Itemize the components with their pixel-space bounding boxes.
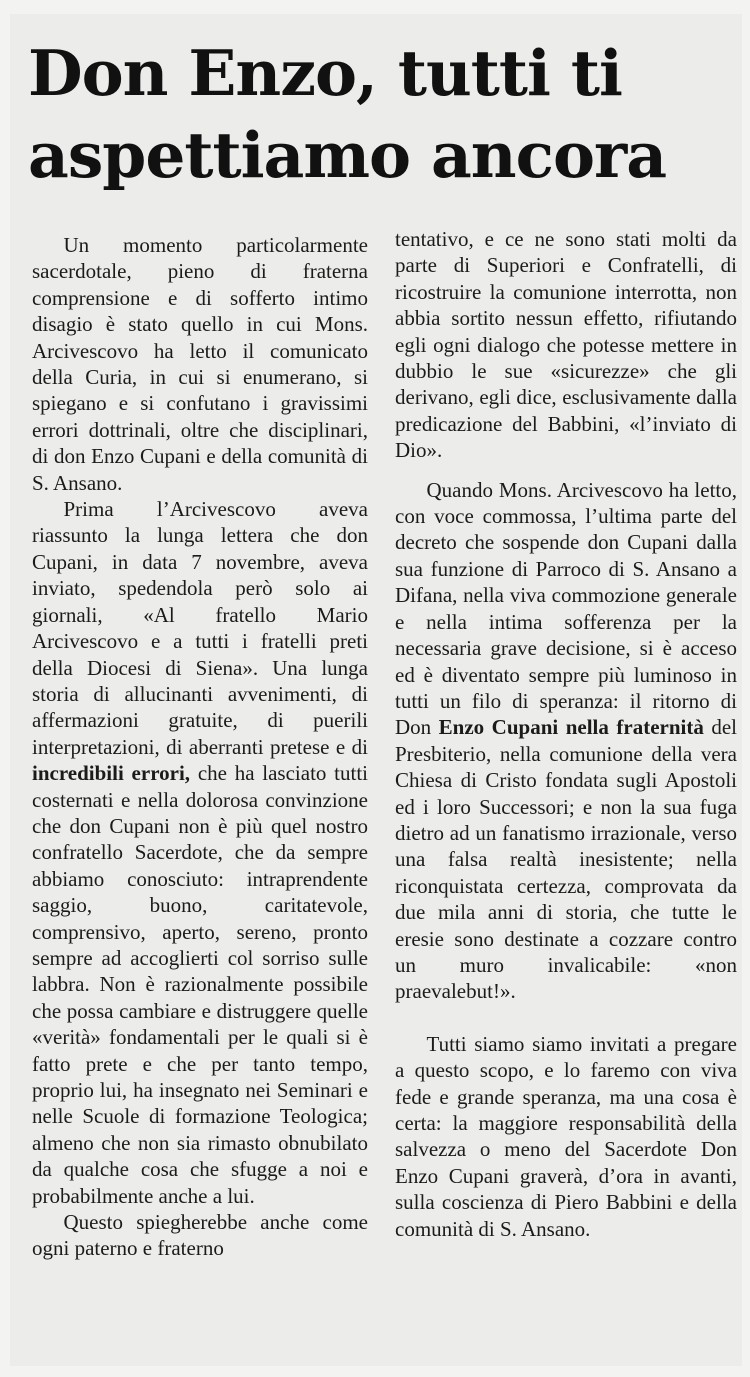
- left-column: [32, 232, 368, 1262]
- newspaper-clipping: [10, 14, 742, 1366]
- paragraph-continuation: tentativo, e ce ne sono stati molti da parte di Superiori e Confratelli, di ricostruire la comunione interrotta, non abbia sortito nessun effetto, rifiutando egli ogni dialogo che potesse mettere in dubbio le sue «sicurezze» che gli derivano, egli dice, esclusivamente dalla predicazione del Babbini, «l’inviato di Dio».: [395, 227, 737, 463]
- paragraph-3: Questo spiegherebbe anche come ogni paterno e fraterno: [32, 1210, 368, 1261]
- paragraph-2-text-b: che ha lasciato tutti costernati e nella dolorosa convinzione che don Cupani non è più quel nostro confratello Sacerdote, che da sempre abbiamo conosciuto: intraprendente saggio, buono, caritatevole, comprensivo, aperto, sereno, pronto sempre ad accoglierti col sorriso sulle labbra. Non è razionalmente possibile che possa cambiare e distruggere quelle «verità» fondamentali per le quali si è fatto prete e che per tanto tempo, proprio lui, ha insegnato nei Seminari e nelle Scuole di formazione Teologica; almeno che non sia rimasto obnubilato da qualche cosa che sfugge a noi e probabilmente anche a lui.: [32, 761, 369, 1208]
- article-headline: [28, 32, 728, 196]
- paragraph-2-text-a: Prima l’Arcivescovo aveva riassunto la lunga lettera che don Cupani, in data 7 novembre, aveva inviato, spedendola però solo ai giornali, «Al fratello Mario Arcivescovo e a tutti i fratelli preti della Diocesi di Siena». Una lunga storia di allucinanti avvenimenti, di affermazioni gratuite, di puerili interpretazioni, di aberranti pretese e di: [32, 497, 368, 759]
- paragraph-2-bold-text: incredibili errori,: [32, 761, 191, 786]
- paragraph-5: Tutti siamo siamo invitati a pregare a questo scopo, e lo faremo con viva fede e grande speranza, ma una cosa è certa: la maggiore responsabilità della salvezza o meno del Sacerdote Don Enzo Cupani graverà, d’ora in avanti, sulla coscienza di Piero Babbini e della comunità di S. Ansano.: [395, 1031, 737, 1241]
- paragraph-4-text-b: del Presbiterio, nella comunione della vera Chiesa di Cristo fondata sugli Apostoli ed i loro Successori; e non la sua fuga dietro ad un fanatismo irrazionale, verso una falsa realtà inesistente; nella riconquistata certezza, comprovata da due mila anni di storia, che tutte le eresie sono destinate a cozzare contro un muro invalicabile: «non praevalebut!».: [395, 715, 737, 1004]
- paragraph-4-bold-text: Enzo Cupani nella fraternità: [438, 715, 704, 740]
- headline-line-1: Don Enzo, tutti ti: [28, 36, 622, 110]
- paragraph-2: [32, 496, 368, 1209]
- paragraph-1: Un momento particolarmente sacerdotale, pieno di fraterna comprensione e di sofferto intimo disagio è stato quello in cui Mons. Arcivescovo ha letto il comunicato della Curia, in cui si enumerano, si spiegano e si confutano i gravissimi errori dottrinali, oltre che disciplinari, di don Enzo Cupani e della comunità di S. Ansano.: [32, 233, 368, 495]
- headline-line-2: aspettiamo ancora: [28, 118, 667, 192]
- paragraph-4-text-a: Quando Mons. Arcivescovo ha letto, con voce commossa, l’ultima parte del decreto che sospende don Cupani dalla sua funzione di Parroco di S. Ansano a Difana, nella viva commozione generale e nella intima sofferenza per la necessaria grave decisione, si è acceso ed è diventato sempre più luminoso in tutti un filo di speranza: il ritorno di Don: [395, 477, 737, 740]
- paragraph-4: [395, 477, 737, 1005]
- right-column: [395, 226, 737, 1242]
